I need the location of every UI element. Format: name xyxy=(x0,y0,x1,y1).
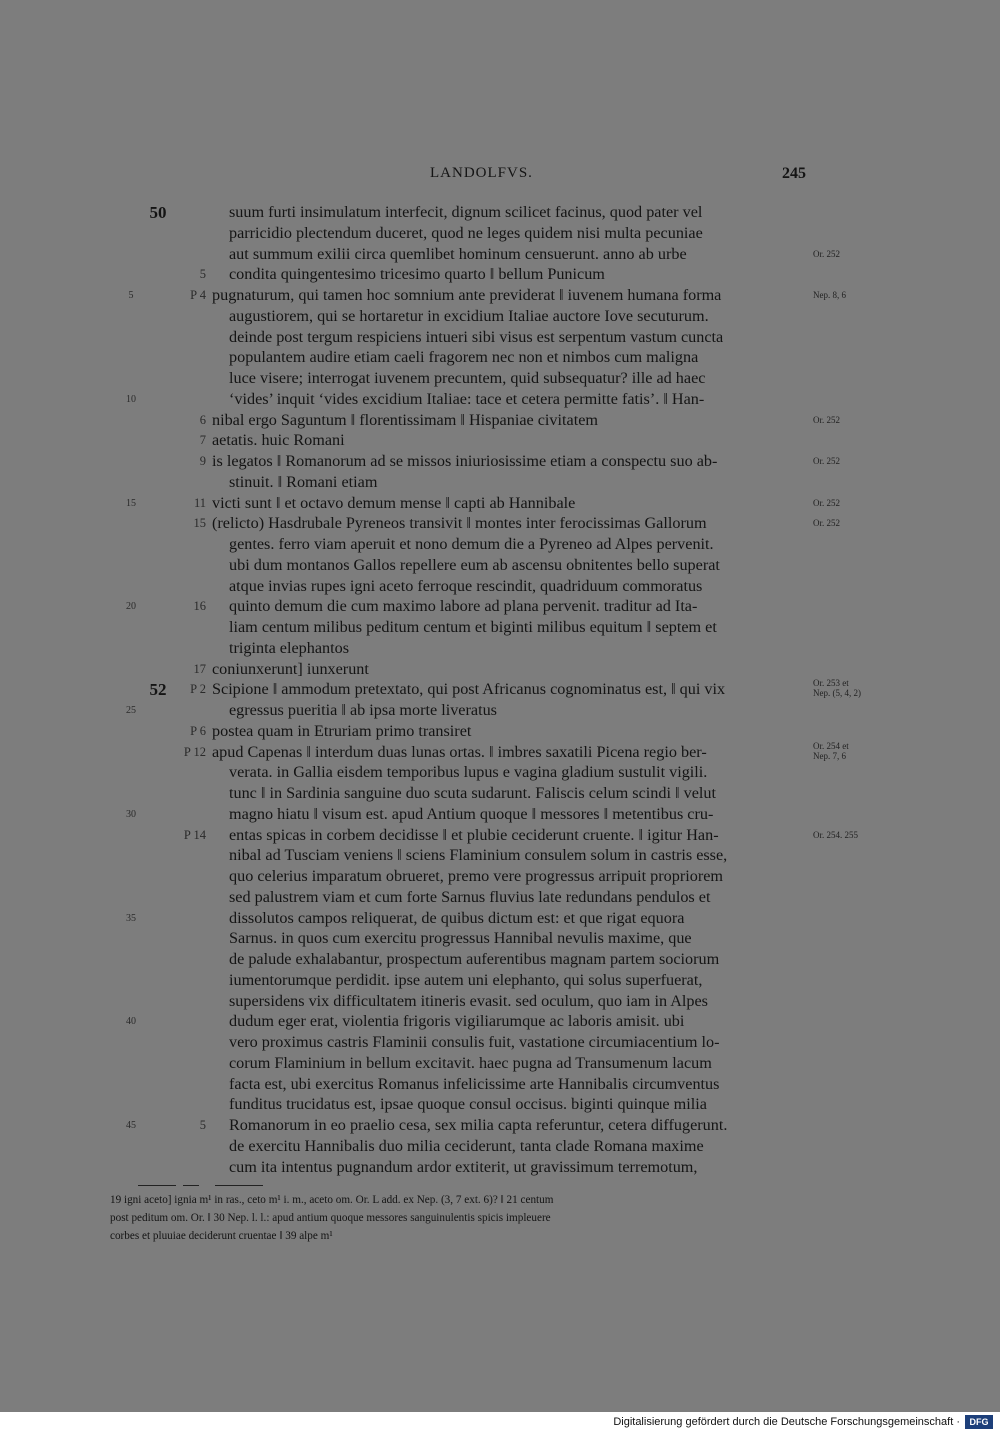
text-line xyxy=(0,368,1000,389)
line-text: pugnaturum, qui tamen hoc somnium ante previderat ‖ iuvenem humana forma xyxy=(212,286,722,304)
source-reference: 15 xyxy=(193,516,206,531)
text-line xyxy=(0,845,1000,866)
margin-note: Or. 254. 255 xyxy=(813,829,858,840)
line-text: condita quingentesimo tricesimo quarto ‖ bellum Punicum xyxy=(229,265,605,284)
text-line xyxy=(0,223,1000,244)
footnote-line: corbes et pluuiae deciderunt cruentae ‖ 39 alpe m¹ xyxy=(110,1230,333,1242)
margin-note: Or. 252 xyxy=(813,414,840,425)
line-number: 30 xyxy=(126,808,136,820)
text-line xyxy=(0,285,1000,306)
line-text: luce visere; interrogat iuvenem precuntem, quid subsequatur? ille ad haec xyxy=(229,369,706,387)
line-text: sed palustrem viam et cum forte Sarnus fluvius late redundans pendulos et xyxy=(229,887,711,906)
text-line xyxy=(0,1032,1000,1053)
line-number: 35 xyxy=(126,912,136,924)
line-text: is legatos ‖ Romanorum ad se missos iniuriosissime etiam a conspectu suo ab- xyxy=(212,452,718,470)
line-text: Sarnus. in quos cum exercitu progressus Hannibal nevulis maxime, que xyxy=(229,929,692,948)
line-text: cum ita intentus pugnandum ardor extiterit, ut gravissimum terremotum, xyxy=(229,1157,698,1176)
section-number: 52 xyxy=(149,680,167,700)
line-text: parricidio plectendum duceret, quod ne leges quidem nisi multa pecuniae xyxy=(229,223,703,242)
line-number: 45 xyxy=(126,1120,136,1131)
source-reference: 11 xyxy=(193,495,206,510)
source-reference: 16 xyxy=(193,599,206,614)
text-line xyxy=(0,970,1000,991)
source-reference: 5 xyxy=(199,1118,206,1132)
text-line xyxy=(0,721,1000,742)
line-text: de palude exhalabantur, prospectum auferentibus magnam partem sociorum xyxy=(229,950,720,968)
text-line xyxy=(0,908,1000,929)
source-reference: 5 xyxy=(199,267,206,282)
line-text: corum Flaminium in bellum excitavit. haec pugna ad Transumenum lacum xyxy=(229,1053,712,1072)
line-number: 25 xyxy=(126,705,136,716)
footnote-rule xyxy=(138,1185,176,1186)
text-line xyxy=(0,534,1000,555)
line-text: augustiorem, qui se hortaretur in excidium Italiae auctore Iove secuturum. xyxy=(229,306,709,325)
line-text: nibal ergo Saguntum ‖ florentissimam ‖ Hispaniae civitatem xyxy=(212,410,598,429)
margin-note: Or. 252 xyxy=(813,518,840,529)
line-text: supersidens vix difficultatem itineris evasit. sed oculum, quo iam in Alpes xyxy=(229,991,708,1010)
text-line xyxy=(0,679,1000,700)
line-text: Romanorum in eo praelio cesa, sex milia capta referuntur, cetera diffugerunt. xyxy=(229,1116,728,1134)
source-reference: P 4 xyxy=(190,288,206,302)
text-line xyxy=(0,804,1000,825)
line-text: triginta elephantos xyxy=(229,638,350,657)
line-text: coniunxerunt] iunxerunt xyxy=(212,659,369,678)
line-text: magno hiatu ‖ visum est. apud Antium quoque ‖ messores ‖ metentibus cru- xyxy=(229,804,714,823)
line-text: egressus pueritia ‖ ab ipsa morte liveratus xyxy=(229,701,497,719)
text-line xyxy=(0,410,1000,431)
footnote-line: 19 igni aceto] ignia m¹ in ras., ceto m¹ i. m., aceto om. Or. L add. ex Nep. (3, 7 ext. 6)? ‖ 21 centum xyxy=(110,1194,554,1206)
line-text: quinto demum die cum maximo labore ad plana pervenit. traditur ad Ita- xyxy=(229,597,698,616)
line-text: populantem audire etiam caeli fragorem nec non et nimbos cum maligna xyxy=(229,348,699,367)
line-text: de exercitu Hannibalis duo milia ceciderunt, tanta clade Romana maxime xyxy=(229,1136,704,1155)
margin-note: Nep. 8, 6 xyxy=(813,290,846,300)
line-text: postea quam in Etruriam primo transiret xyxy=(212,721,472,740)
text-line xyxy=(0,493,1000,514)
text-line xyxy=(0,576,1000,597)
line-number: 5 xyxy=(128,290,134,301)
line-text: tunc ‖ in Sardinia sanguine duo scuta sudarunt. Faliscis celum scindi ‖ velut xyxy=(229,784,716,802)
running-title: LANDOLFVS. xyxy=(430,165,533,181)
text-line xyxy=(0,762,1000,783)
text-line xyxy=(0,991,1000,1012)
text-line xyxy=(0,472,1000,493)
line-text: stinuit. ‖ Romani etiam xyxy=(229,472,378,491)
text-line xyxy=(0,1115,1000,1136)
text-line xyxy=(0,389,1000,410)
footer-bar xyxy=(0,1412,1000,1434)
line-text: quo celerius imparatum obrueret, premo vere progressus arripuit propriorem xyxy=(229,867,724,885)
line-text: atque invias rupes igni aceto ferroque rescindit, quadriduum commoratus xyxy=(229,576,703,595)
text-line xyxy=(0,327,1000,348)
source-reference: 7 xyxy=(199,433,206,448)
text-line xyxy=(0,347,1000,368)
line-text: Scipione ‖ ammodum pretextato, qui post Africanus cognominatus est, ‖ qui vix xyxy=(212,680,726,699)
line-number: 20 xyxy=(126,601,136,613)
line-text: aetatis. huic Romani xyxy=(212,431,345,450)
source-reference: P 14 xyxy=(183,827,206,842)
text-line xyxy=(0,617,1000,638)
line-text: suum furti insimulatum interfecit, dignum scilicet facinus, quod pater vel xyxy=(229,203,703,221)
text-line xyxy=(0,887,1000,908)
margin-note: Or. 253 et Nep. (5, 4, 2) xyxy=(813,678,861,699)
text-line xyxy=(0,430,1000,451)
line-text: deinde post tergum respiciens intueri sibi visus est serpentum vastum cuncta xyxy=(229,327,724,346)
text-line xyxy=(0,742,1000,763)
margin-note: Or. 254 et Nep. 7, 6 xyxy=(813,740,849,761)
dfg-logo: DFG xyxy=(965,1415,993,1429)
footer-text: Digitalisierung gefördert durch die Deutsche Forschungsgemeinschaft · xyxy=(613,1416,960,1428)
section-number: 50 xyxy=(149,203,167,222)
text-line xyxy=(0,1157,1000,1178)
source-reference: 9 xyxy=(199,454,206,468)
footnote-line: post peditum om. Or. ‖ 30 Nep. l. l.: apud antium quoque messores sanguinulentis spicis impleuere xyxy=(110,1212,551,1224)
text-line xyxy=(0,244,1000,265)
source-reference: 17 xyxy=(193,661,206,676)
margin-note: Or. 252 xyxy=(813,248,840,259)
line-text: funditus trucidatus est, ipsae quoque consul occisus. biginti quinque milia xyxy=(229,1095,707,1114)
page-number: 245 xyxy=(782,165,806,182)
text-line xyxy=(0,264,1000,285)
footnote-rule xyxy=(215,1185,263,1186)
line-text: apud Capenas ‖ interdum duas lunas ortas. ‖ imbres saxatili Picena regio ber- xyxy=(212,742,707,761)
text-line xyxy=(0,306,1000,327)
text-line xyxy=(0,513,1000,534)
line-number: 10 xyxy=(126,393,136,405)
line-number: 40 xyxy=(126,1016,136,1028)
line-text: ‘vides’ inquit ‘vides excidium Italiae: tace et cetera permitte fatis’. ‖ Han- xyxy=(229,389,705,408)
line-text: dudum eger erat, violentia frigoris vigiliarumque ac laboris amisit. ubi xyxy=(229,1012,685,1031)
line-text: facta est, ubi exercitus Romanus infelicissime arte Hannibalis circumventus xyxy=(229,1074,720,1093)
text-line xyxy=(0,700,1000,721)
text-line xyxy=(0,1011,1000,1032)
line-number: 15 xyxy=(126,497,136,509)
line-text: gentes. ferro viam aperuit et nono demum die a Pyreneo ad Alpes pervenit. xyxy=(229,535,714,553)
text-line xyxy=(0,866,1000,887)
text-line xyxy=(0,949,1000,970)
source-reference: P 12 xyxy=(183,744,206,759)
text-line xyxy=(0,596,1000,617)
text-line xyxy=(0,1136,1000,1157)
text-line xyxy=(0,451,1000,472)
text-line xyxy=(0,202,1000,223)
line-text: aut summum exilii circa quemlibet hominum censuerunt. anno ab urbe xyxy=(229,244,687,263)
text-line xyxy=(0,783,1000,804)
text-line xyxy=(0,825,1000,846)
margin-note: Or. 252 xyxy=(813,456,840,466)
line-text: liam centum milibus peditum centum et biginti milibus equitum ‖ septem et xyxy=(229,618,717,636)
text-line xyxy=(0,1094,1000,1115)
line-text: entas spicas in corbem decidisse ‖ et plubie ceciderunt cruente. ‖ igitur Han- xyxy=(229,825,719,844)
line-text: nibal ad Tusciam veniens ‖ sciens Flaminium consulem solum in castris esse, xyxy=(229,846,728,865)
text-line xyxy=(0,659,1000,680)
text-line xyxy=(0,1074,1000,1095)
source-reference: P 6 xyxy=(190,723,206,738)
text-line xyxy=(0,1053,1000,1074)
margin-note: Or. 252 xyxy=(813,497,840,508)
line-text: dissolutos campos reliquerat, de quibus dictum est: et que rigat equora xyxy=(229,908,685,927)
line-text: iumentorumque perdidit. ipse autem uni elephanto, qui solus superfuerat, xyxy=(229,970,703,989)
text-line xyxy=(0,928,1000,949)
line-text: ubi dum montanos Gallos repellere eum ab ascensu obnitentes bello superat xyxy=(229,555,720,574)
line-text: vero proximus castris Flaminii consulis fuit, vastatione circumiacentium lo- xyxy=(229,1033,720,1051)
text-line xyxy=(0,555,1000,576)
text-line xyxy=(0,638,1000,659)
source-reference: P 2 xyxy=(190,682,206,697)
line-text: victi sunt ‖ et octavo demum mense ‖ capti ab Hannibale xyxy=(212,493,576,512)
footnote-rule xyxy=(183,1185,199,1186)
line-text: verata. in Gallia eisdem temporibus lupus e vagina gladium sustulit vigili. xyxy=(229,763,708,782)
line-text: (relicto) Hasdrubale Pyreneos transivit ‖ montes inter ferocissimas Gallorum xyxy=(212,514,707,533)
source-reference: 6 xyxy=(199,412,206,427)
